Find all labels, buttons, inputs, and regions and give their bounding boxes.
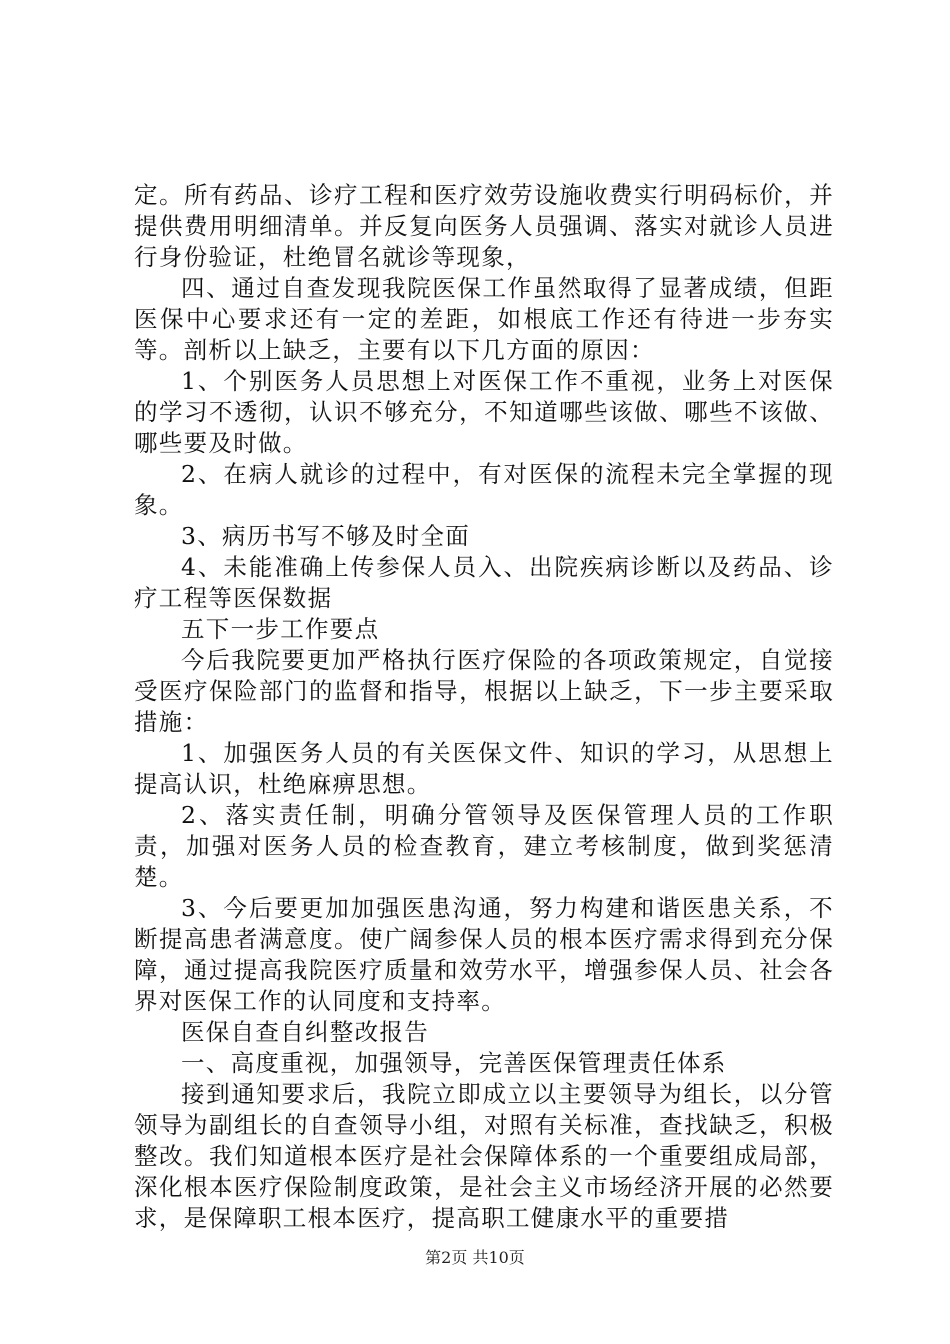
report-title: 医保自查自纠整改报告 — [181, 1018, 429, 1046]
paragraph: 1、个别医务人员思想上对医保工作不重视，业务上对医保的学习不透彻，认识不够充分，不知道哪些该做、哪些不该做、哪些要及时做。 — [134, 367, 834, 457]
paragraph: 2、落实责任制，明确分管领导及医保管理人员的工作职责，加强对医务人员的检查教育，建立考核制度，做到奖惩清楚。 — [134, 801, 834, 891]
paragraph: 3、病历书写不够及时全面 — [181, 522, 471, 550]
section-heading: 五下一步工作要点 — [181, 615, 380, 643]
paragraph: 1、加强医务人员的有关医保文件、知识的学习，从思想上提高认识，杜绝麻痹思想。 — [134, 739, 834, 798]
paragraph: 2、在病人就诊的过程中，有对医保的流程未完全掌握的现象。 — [134, 460, 834, 519]
document-body — [134, 180, 834, 1234]
paragraph: 定。所有药品、诊疗工程和医疗效劳设施收费实行明码标价，并提供费用明细清单。并反复向医务人员强调、落实对就诊人员进行身份验证，杜绝冒名就诊等现象， — [134, 181, 834, 271]
paragraph: 今后我院要更加严格执行医疗保险的各项政策规定，自觉接受医疗保险部门的监督和指导，根据以上缺乏，下一步主要采取措施： — [134, 646, 834, 736]
paragraph: 四、通过自查发现我院医保工作虽然取得了显著成绩，但距医保中心要求还有一定的差距，如根底工作还有待进一步夯实等。剖析以上缺乏，主要有以下几方面的原因： — [134, 274, 834, 364]
paragraph: 3、今后要更加加强医患沟通，努力构建和谐医患关系，不断提高患者满意度。使广阔参保人员的根本医疗需求得到充分保障，通过提高我院医疗质量和效劳水平，增强参保人员、社会各界对医保工作的认同度和支持率。 — [134, 894, 834, 1015]
page-number-footer: 第2页 共10页 — [425, 1248, 525, 1267]
paragraph: 接到通知要求后，我院立即成立以主要领导为组长，以分管领导为副组长的自查领导小组，对照有关标准，查找缺乏，积极整改。我们知道根本医疗是社会保障体系的一个重要组成局部，深化根本医疗保险制度政策，是社会主义市场经济开展的必然要求，是保障职工根本医疗，提高职工健康水平的重要措 — [134, 1080, 834, 1232]
paragraph: 4、未能准确上传参保人员入、出院疾病诊断以及药品、诊疗工程等医保数据 — [134, 553, 834, 612]
section-heading: 一、高度重视，加强领导，完善医保管理责任体系 — [181, 1049, 727, 1077]
